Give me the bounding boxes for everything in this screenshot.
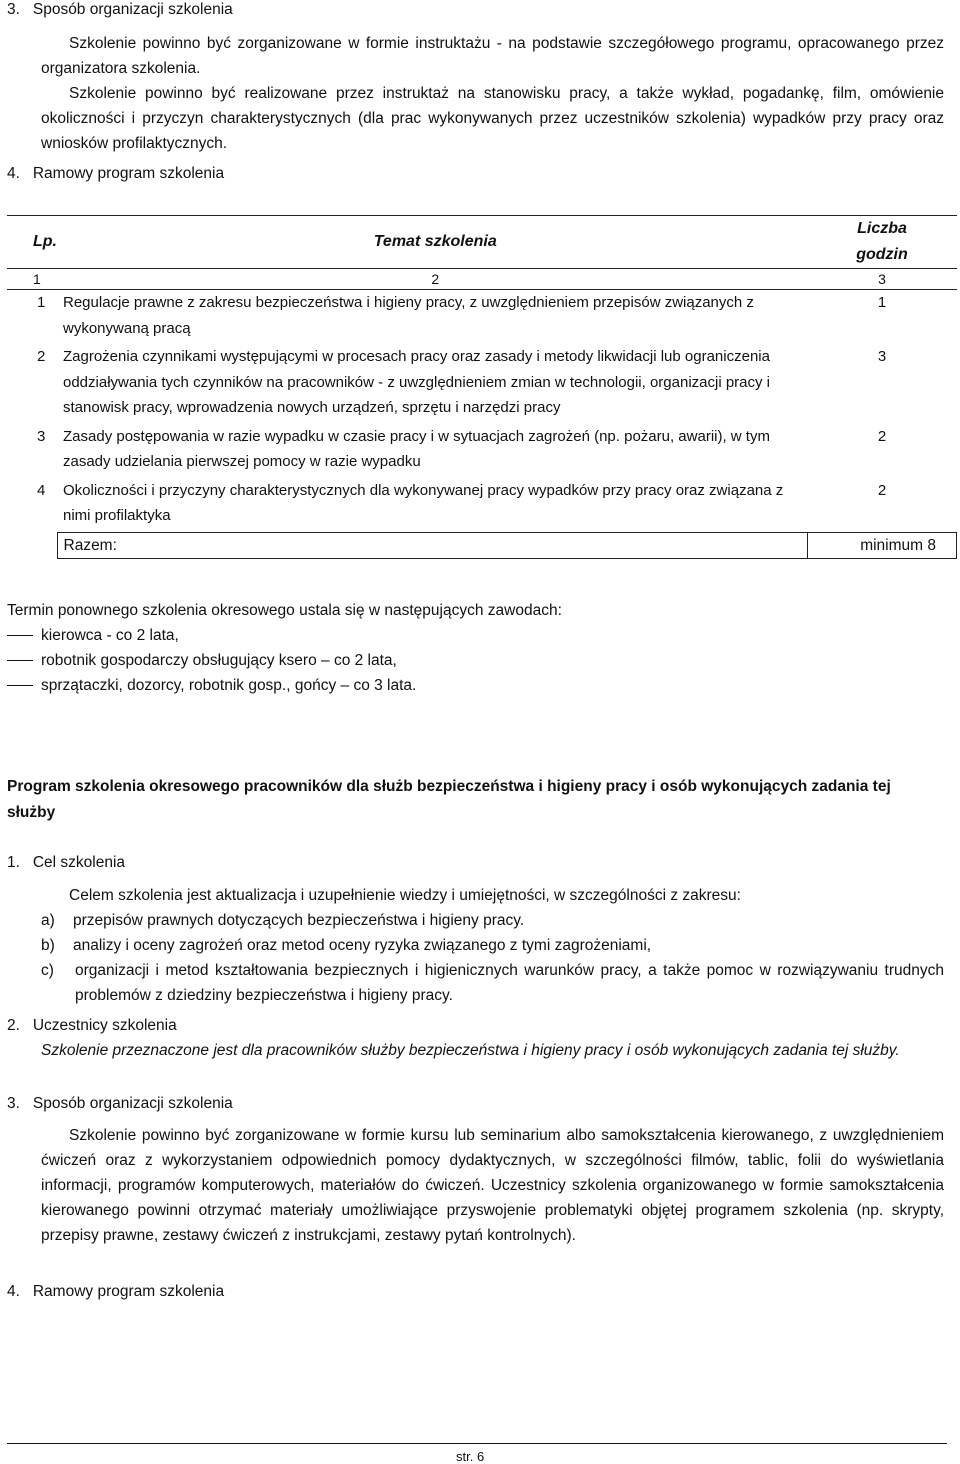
section-heading-sposob-top: 3. Sposób organizacji szkolenia bbox=[7, 1, 233, 18]
sposob-text: Szkolenie powinno być zorganizowane w formie kursu lub seminarium albo samokształcenia kierowanego, z uwzględnieniem ćwiczeń oraz z wykorzystaniem odpowiednich pomocy dydaktycznych, w szczególności filmów, tablic, folii do wyświetlania informacji, programów komputerowych, materiałów do ćwiczeń. Uczestnicy szkolenia organizowanego w formie samokształcenia kierowanego powinni otrzymać materiały umożliwiające przyswojenie problematyki objętej programem szkolenia (np. skrypty, przepisy prawne, zestawy ćwiczeń z instrukcjami, zestawy pytań kontrolnych). bbox=[41, 1127, 944, 1244]
list-item: b) analizy i oceny zagrożeń oraz metod oceny ryzyka związanego z tymi zagrożeniami, bbox=[41, 937, 652, 954]
dash-icon bbox=[7, 660, 33, 661]
list-item: a) przepisów prawnych dotyczących bezpieczeństwa i higieny pracy. bbox=[41, 912, 525, 929]
total-value: minimum 8 bbox=[808, 532, 957, 558]
header-topic: Temat szkolenia bbox=[57, 216, 808, 269]
row-lp: 1 bbox=[37, 294, 46, 311]
row-hours: 2 bbox=[877, 481, 887, 499]
section-heading-uczestnicy: 2. Uczestnicy szkolenia bbox=[7, 1017, 177, 1034]
uczestnicy-text: Szkolenie przeznaczone jest dla pracowników służby bezpieczeństwa i higieny pracy i osób wykonujących zadania tej służby. bbox=[41, 1042, 900, 1059]
total-spacer bbox=[7, 532, 57, 558]
section-heading-ramowy-program-2: 4. Ramowy program szkolenia bbox=[7, 1283, 225, 1300]
column-number: 1 bbox=[7, 269, 57, 290]
row-hours: 2 bbox=[877, 427, 887, 445]
row-lp: 2 bbox=[37, 348, 46, 365]
row-topic: Zagrożenia czynnikami występującymi w procesach pracy oraz zasady i metody likwidacji lub ograniczenia oddziaływania tych czynników na pracowników - z uwzględnieniem zmian w technologii, organizacji pracy i stanowisk pracy, wprowadzenia nowych urządzeń, sprzętu i narzędzi pracy bbox=[63, 348, 770, 416]
list-item: c) organizacji i metod kształtowania bezpiecznych i higienicznych warunków pracy, a także pomoc w rozwiązywaniu trudnych problemów z dziedziny bezpieczeństwa i higieny pracy. bbox=[41, 962, 944, 1004]
table-total-row bbox=[7, 532, 957, 558]
row-lp: 3 bbox=[37, 427, 46, 445]
row-lp: 4 bbox=[37, 481, 46, 499]
cel-intro: Celem szkolenia jest aktualizacja i uzupełnienie wiedzy i umiejętności, w szczególności z zakresu: bbox=[69, 887, 741, 904]
header-lp: Lp. bbox=[7, 216, 57, 269]
table-row bbox=[7, 344, 957, 424]
column-number: 3 bbox=[808, 269, 957, 290]
header-hours: Liczba godzin bbox=[808, 216, 957, 269]
row-topic: Regulacje prawne z zakresu bezpieczeństwa i higieny pracy, z uwzględnieniem przepisów związanych z wykonywaną pracą bbox=[63, 294, 754, 337]
section-heading-cel: 1. Cel szkolenia bbox=[7, 854, 126, 871]
row-topic: Zasady postępowania w razie wypadku w czasie pracy i w sytuacjach zagrożeń (np. pożaru, awarii), w tym zasady udzielania pierwszej pomocy w razie wypadku bbox=[63, 427, 770, 470]
column-number: 2 bbox=[57, 269, 808, 290]
program-table bbox=[7, 215, 957, 559]
section-heading-sposob: 3. Sposób organizacji szkolenia bbox=[7, 1095, 233, 1112]
paragraph-instruktaz: Szkolenie powinno być zorganizowane w formie instruktażu - na podstawie szczegółowego programu, opracowanego przez organizatora szkolenia. bbox=[41, 35, 944, 77]
footer-rule bbox=[7, 1443, 947, 1444]
row-hours: 3 bbox=[877, 348, 887, 365]
dash-icon bbox=[7, 685, 33, 686]
program-title: Program szkolenia okresowego pracowników dla służb bezpieczeństwa i higieny pracy i osób wykonujących zadania tej służby bbox=[7, 778, 891, 821]
table-row bbox=[7, 478, 957, 533]
section-heading-ramowy-program: 4. Ramowy program szkolenia bbox=[7, 165, 225, 182]
row-topic: Okoliczności i przyczyny charakterystycznych dla wykonywanej pracy wypadków przy pracy oraz związana z nimi profilaktyka bbox=[63, 481, 784, 524]
table-row bbox=[7, 290, 957, 345]
dash-icon bbox=[7, 635, 33, 636]
termin-intro: Termin ponownego szkolenia okresowego ustala się w następujących zawodach: bbox=[7, 602, 562, 619]
table-header-row bbox=[7, 216, 957, 269]
paragraph-realizacja: Szkolenie powinno być realizowane przez instruktaż na stanowisku pracy, a także wykład, pogadankę, film, omówienie okoliczności i przyczyn charakterystycznych (dla prac wykonywanych przez uczestników szkolenia) wypadków przy pracy oraz wniosków profilaktycznych. bbox=[41, 85, 944, 152]
row-hours: 1 bbox=[877, 294, 887, 311]
page-number: str. 6 bbox=[456, 1449, 485, 1464]
table-row bbox=[7, 424, 957, 478]
total-label: Razem: bbox=[57, 532, 808, 558]
table-column-numbers bbox=[7, 269, 957, 290]
